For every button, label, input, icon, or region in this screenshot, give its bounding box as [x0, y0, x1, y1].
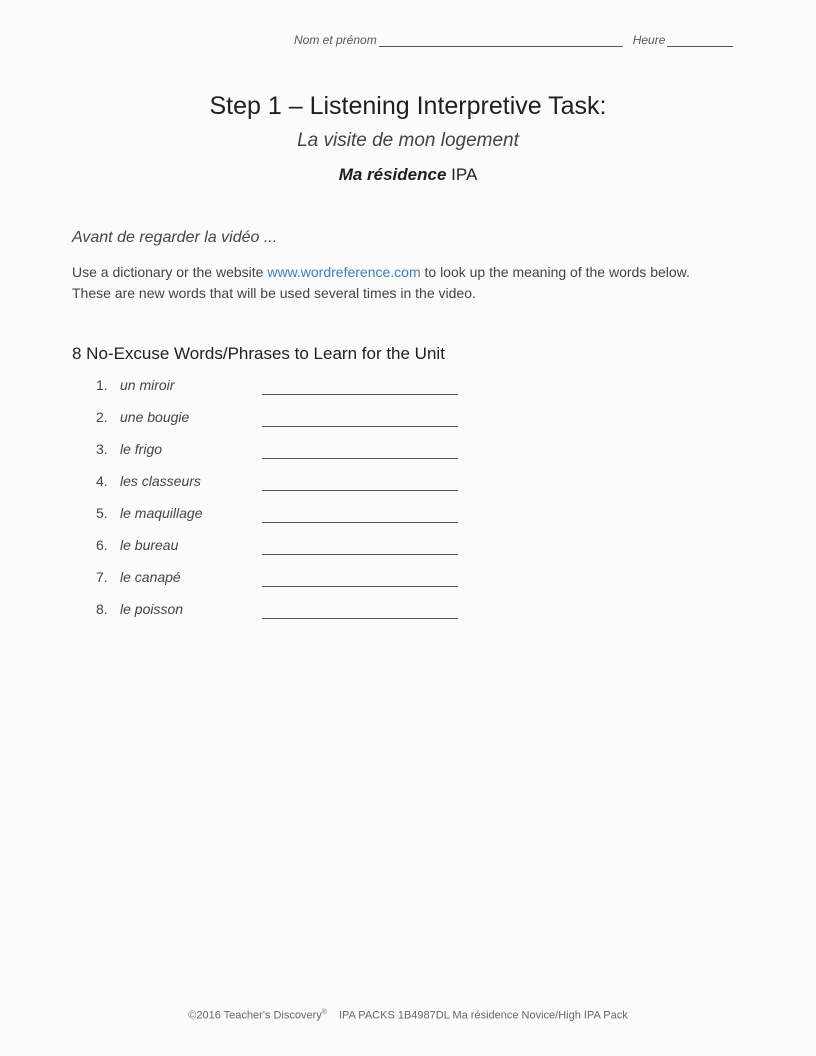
- item-number: 3.: [96, 441, 108, 457]
- answer-field[interactable]: [262, 601, 458, 619]
- item-number: 5.: [96, 505, 108, 521]
- item-number: 6.: [96, 537, 108, 553]
- unit-line: [0, 165, 816, 185]
- wordreference-link[interactable]: www.wordreference.com: [267, 264, 421, 280]
- name-field[interactable]: [379, 36, 623, 47]
- list-item: [96, 441, 458, 473]
- item-term: le canapé: [120, 569, 181, 585]
- unit-suffix: IPA: [451, 165, 478, 184]
- list-item: [96, 569, 458, 601]
- answer-field[interactable]: [262, 377, 458, 395]
- footer-copyright: ©2016 Teacher's Discovery: [188, 1009, 322, 1022]
- item-term: les classeurs: [120, 473, 201, 489]
- item-number: 1.: [96, 377, 108, 393]
- list-item: [96, 601, 458, 633]
- instructions-text-1: Use a dictionary or the website: [72, 264, 268, 280]
- instructions-text-2: to look up the meaning of the words below. These are new words that will be used several times in the video.: [72, 264, 690, 301]
- item-term: le poisson: [120, 601, 184, 617]
- word-list: [96, 377, 458, 633]
- answer-field[interactable]: [262, 441, 458, 459]
- answer-field[interactable]: [262, 537, 458, 555]
- list-item: [96, 505, 458, 537]
- instructions-paragraph: [72, 262, 732, 304]
- header-fields: [294, 33, 733, 47]
- item-term: le maquillage: [120, 505, 203, 521]
- page-footer: [0, 1009, 816, 1022]
- answer-field[interactable]: [262, 569, 458, 587]
- hour-field[interactable]: [667, 36, 733, 47]
- page-subtitle: La visite de mon logement: [297, 130, 519, 151]
- hour-label: Heure: [632, 33, 666, 47]
- word-list-heading: 8 No-Excuse Words/Phrases to Learn for the Unit: [72, 344, 445, 363]
- name-label: Nom et prénom: [294, 33, 377, 47]
- list-item: [96, 409, 458, 441]
- item-term: le frigo: [120, 441, 163, 457]
- before-video-heading: Avant de regarder la vidéo ...: [72, 229, 278, 246]
- list-item: [96, 377, 458, 409]
- answer-field[interactable]: [262, 505, 458, 523]
- item-term: un miroir: [120, 377, 175, 393]
- item-term: une bougie: [120, 409, 190, 425]
- item-number: 4.: [96, 473, 108, 489]
- answer-field[interactable]: [262, 409, 458, 427]
- item-number: 7.: [96, 569, 108, 585]
- page-title: Step 1 – Listening Interpretive Task:: [209, 92, 607, 120]
- footer-product: IPA PACKS 1B4987DL Ma résidence Novice/High IPA Pack: [338, 1009, 628, 1022]
- unit-name: Ma résidence: [338, 165, 447, 184]
- list-item: [96, 537, 458, 569]
- list-item: [96, 473, 458, 505]
- answer-field[interactable]: [262, 473, 458, 491]
- registered-mark: ®: [321, 1009, 327, 1016]
- item-term: le bureau: [120, 537, 179, 553]
- item-number: 2.: [96, 409, 108, 425]
- item-number: 8.: [96, 601, 108, 617]
